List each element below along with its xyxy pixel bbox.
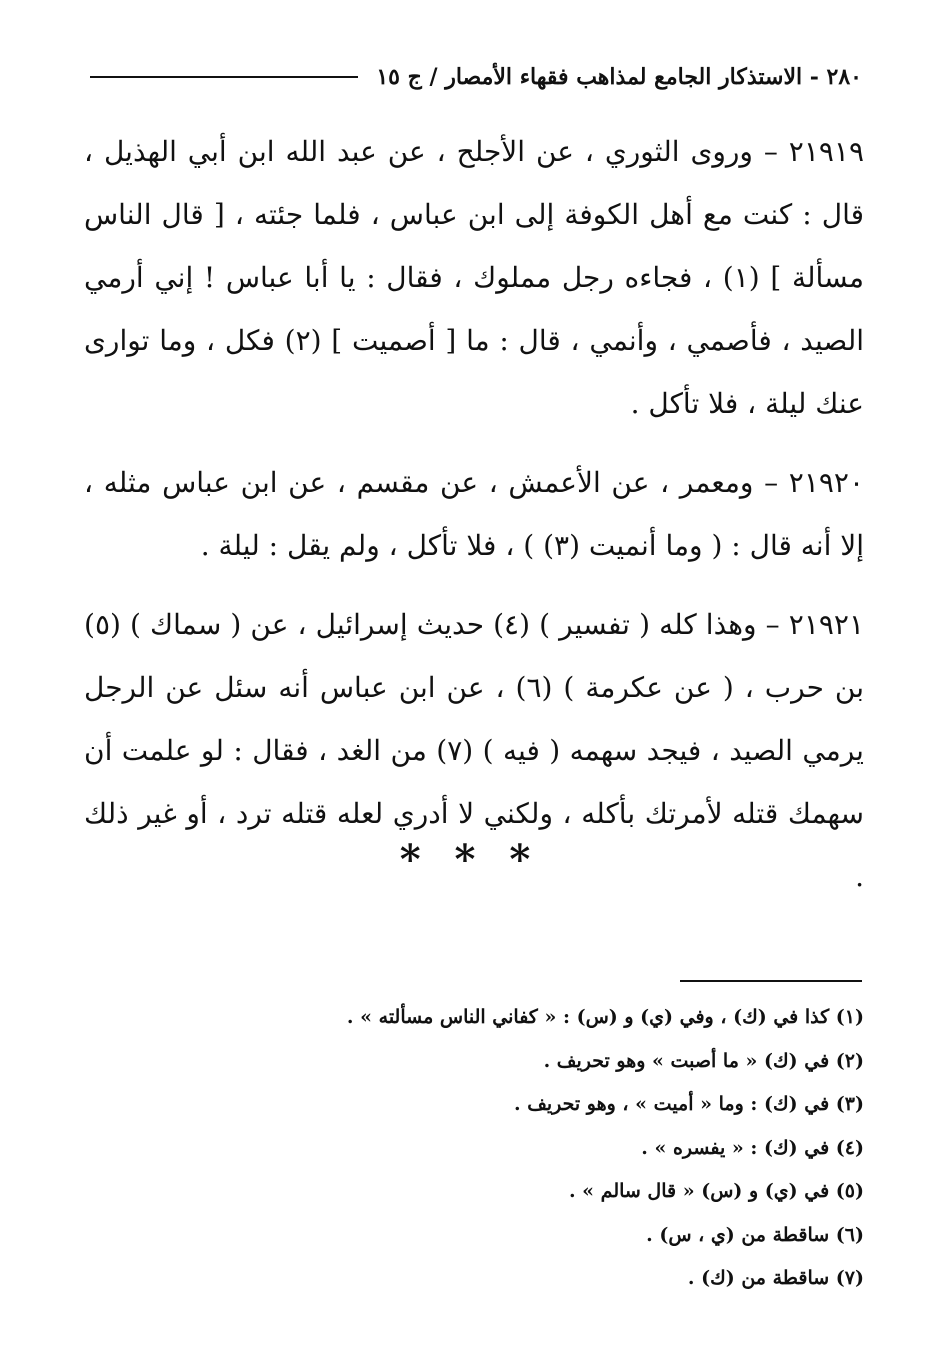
footnotes (200, 996, 864, 1301)
footnote-2: (٢) في (ك) « ما أصبت » وهو تحريف . (543, 1049, 864, 1072)
paragraph-21919: ٢١٩١٩ – وروى الثوري ، عن الأجلح ، عن عبد الله ابن أبي الهذيل ، قال : كنت مع أهل الكوفة إلى ابن عباس ، فلما جئته ، [ قال الناس مسألة ] (١) ، فجاءه رجل مملوك ، فقال : يا أبا عباس ! إني أرمي الصيد ، فأصمي ، وأنمي ، قال : ما [ أصميت ] (٢) فكل ، وما توارى عنك ليلة ، فلا تأكل . (84, 135, 865, 420)
footnote-6: (٦) ساقطة من (ي ، س) . (646, 1223, 864, 1246)
page-header (90, 52, 862, 102)
footnote-3: (٣) في (ك) : وما « أميت » ، وهو تحريف . (513, 1093, 864, 1115)
footnote-1: (١) كذا في (ك) ، وفي (ي) و (س) : « كفاني الناس مسألته » . (346, 1006, 864, 1028)
footnote-7: (٧) ساقطة من (ك) . (687, 1267, 864, 1289)
running-header-title: ٢٨٠ - الاستذكار الجامع لمذاهب فقهاء الأمصار / ج ١٥ (376, 64, 862, 90)
section-separator: * * * (399, 836, 541, 883)
header-rule (90, 76, 358, 78)
footnote-5: (٥) في (ي) و (س) « قال سالم » . (568, 1180, 864, 1202)
paragraph-21921: ٢١٩٢١ – وهذا كله ( تفسير ) (٤) حديث إسرائيل ، عن ( سماك ) (٥) بن حرب ، ( عن عكرمة ) (٦) ، عن ابن عباس أنه سئل عن الرجل يرمي الصيد ، فيجد سهمه ( فيه ) (٧) من الغد ، فقال : لو علمت أن سهمك قتله لأمرتك بأكله ، ولكني لا أدري لعله قتله ترد ، أو غير ذلك . (84, 608, 864, 893)
footnote-rule (680, 980, 862, 982)
paragraph-21920: ٢١٩٢٠ – ومعمر ، عن الأعمش ، عن مقسم ، عن ابن عباس مثله ، إلا أنه قال : ( وما أنميت (٣) ) ، فلا تأكل ، ولم يقل : ليلة . (84, 466, 864, 562)
main-text (84, 120, 864, 924)
footnote-4: (٤) في (ك) : « يفسره » . (641, 1136, 864, 1159)
